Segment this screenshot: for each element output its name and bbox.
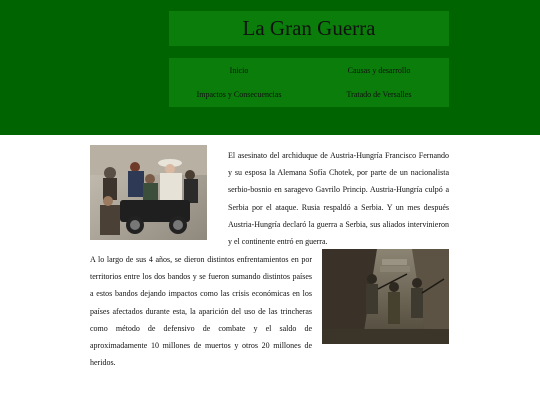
trench-photo bbox=[322, 249, 449, 344]
assassination-photo bbox=[90, 145, 207, 240]
nav-item-tratado-versalles[interactable]: Tratado de Versalles bbox=[346, 90, 412, 99]
nav-item-impactos-consecuencias[interactable]: Impactos y Consecuencias bbox=[196, 90, 282, 99]
paragraph-assassination: El asesinato del archiduque de Austria-Hungría Francisco Fernando y su esposa la Alemana Sofía Chotek, por parte de un nacionalista serbio-bosnio en saragevo Gavrilo Princip. Austria-Hungría culpó a Serbia por el ataque. Rusia respaldó a Serbia. Y un mes después Austria-Hungría declaró la guerra a Serbia, sus aliados intervinieron y el continente entró en guerra. bbox=[228, 151, 449, 247]
main-content bbox=[0, 135, 540, 405]
paragraph-war-years: A lo largo de sus 4 años, se dieron distintos enfrentamientos en por territorios entre los dos bandos y se fueron sumando distintos países a estos bandos dejando impactos como las crisis económicas en los países afectados durante esta, la aparición del uso de las trincheras como método de defensivo de combate y el saldo de aproximadamente 10 millones de muertos y otros 20 millones de heridos. bbox=[90, 255, 312, 368]
nav-item-inicio[interactable]: Inicio bbox=[229, 66, 249, 75]
title-box bbox=[169, 11, 449, 46]
page-title: La Gran Guerra bbox=[242, 16, 376, 40]
nav-item-causas-desarrollo[interactable]: Causas y desarrollo bbox=[347, 66, 411, 75]
nav-menu bbox=[169, 58, 449, 107]
header bbox=[0, 0, 540, 135]
